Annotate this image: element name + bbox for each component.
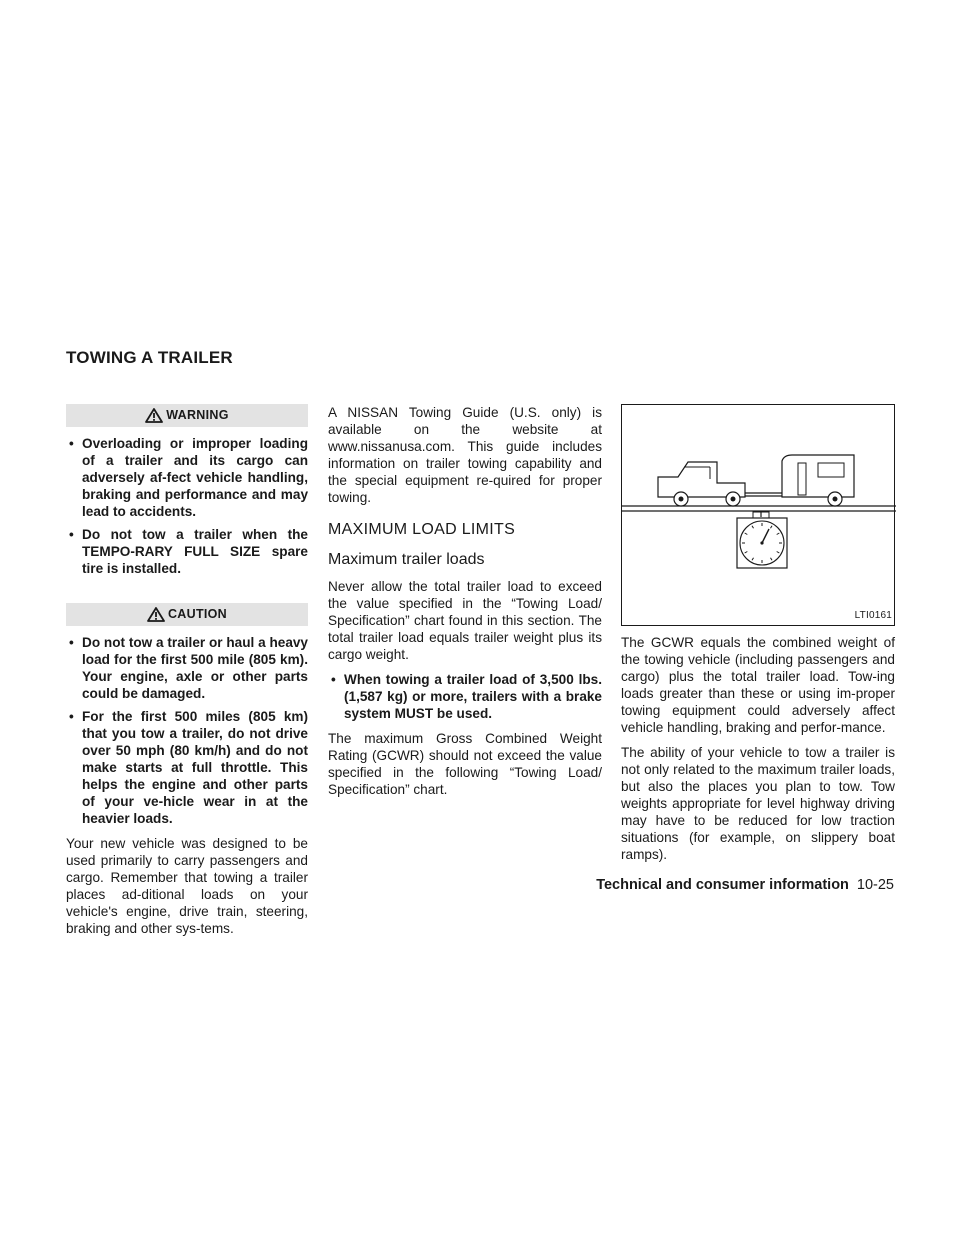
- caution-box: [66, 603, 308, 827]
- warning-item: • Overloading or improper loading of a trailer and its cargo can adversely af-fect vehicle handling, braking and performance and may lead to accidents.: [66, 435, 308, 520]
- section-title: TOWING A TRAILER: [66, 348, 233, 367]
- scale-dial-icon: [737, 518, 787, 568]
- warning-label: WARNING: [166, 408, 229, 422]
- gcwr-definition-paragraph: The GCWR equals the combined weight of the towing vehicle (including passengers and cargo) plus the total trailer load. Tow-ing loads greater than these or using im-proper towing equipment could adversely affect vehicle handling, braking and perfor-mance.: [621, 635, 895, 735]
- max-load-heading: MAXIMUM LOAD LIMITS: [328, 521, 516, 538]
- brake-requirement-bullet: • When towing a trailer load of 3,500 lbs. (1,587 kg) or more, trailers with a brake system MUST be used.: [328, 671, 602, 722]
- towing-scale-illustration: [621, 404, 895, 626]
- truck-trailer-scale-drawing: [622, 405, 896, 627]
- trailer-load-paragraph: Never allow the total trailer load to exceed the value specified in the “Towing Load/ Specification” chart found in this section. The total trailer load equals trailer weight plus its cargo weight.: [328, 579, 602, 662]
- column-middle: [328, 404, 602, 806]
- warning-header: [66, 404, 308, 427]
- warning-item: • Do not tow a trailer when the TEMPO-RARY FULL SIZE spare tire is installed.: [66, 526, 308, 577]
- towing-ability-paragraph: The ability of your vehicle to tow a trailer is not only related to the maximum trailer loads, but also the places you plan to tow. Tow weights appropriate for level highway driving may have to be reduced for low traction situations (for example, on slippery boat ramps).: [621, 745, 895, 862]
- towing-guide-paragraph: A NISSAN Towing Guide (U.S. only) is available on the website at www.nissanusa.com. This guide includes information on trailer towing capability and the special equipment re-quired for proper towing.: [328, 405, 602, 505]
- warning-box: [66, 404, 308, 577]
- trailer-loads-subheading: Maximum trailer loads: [328, 551, 485, 568]
- caution-header: [66, 603, 308, 626]
- caution-triangle-icon: [147, 607, 165, 622]
- caution-label: CAUTION: [167, 607, 228, 621]
- intro-paragraph: Your new vehicle was designed to be used primarily to carry passengers and cargo. Remember that towing a trailer places ad-ditional loads on your vehicle's engine, drive train, steering, braking and other sys-tems.: [66, 836, 308, 936]
- column-left: [66, 404, 308, 945]
- column-right: [621, 404, 895, 871]
- warning-triangle-icon: [145, 408, 163, 423]
- caution-item: • Do not tow a trailer or haul a heavy load for the first 500 mile (805 km). Your engine, axle or other parts could be damaged.: [66, 634, 308, 702]
- gcwr-paragraph: The maximum Gross Combined Weight Rating (GCWR) should not exceed the value specified in the following “Towing Load/ Specification” chart.: [328, 731, 602, 797]
- caution-item: • For the first 500 miles (805 km) that you tow a trailer, do not drive over 50 mph (80 km/h) and do not make starts at full throttle. This helps the engine and other parts of your ve-hicle wear in at the heavier loads.: [66, 708, 308, 827]
- figure-code: LTI0161: [854, 610, 892, 621]
- footer-chapter: Technical and consumer information: [596, 877, 849, 893]
- footer-page-number: 10-25: [856, 877, 894, 893]
- page-footer: [596, 877, 894, 893]
